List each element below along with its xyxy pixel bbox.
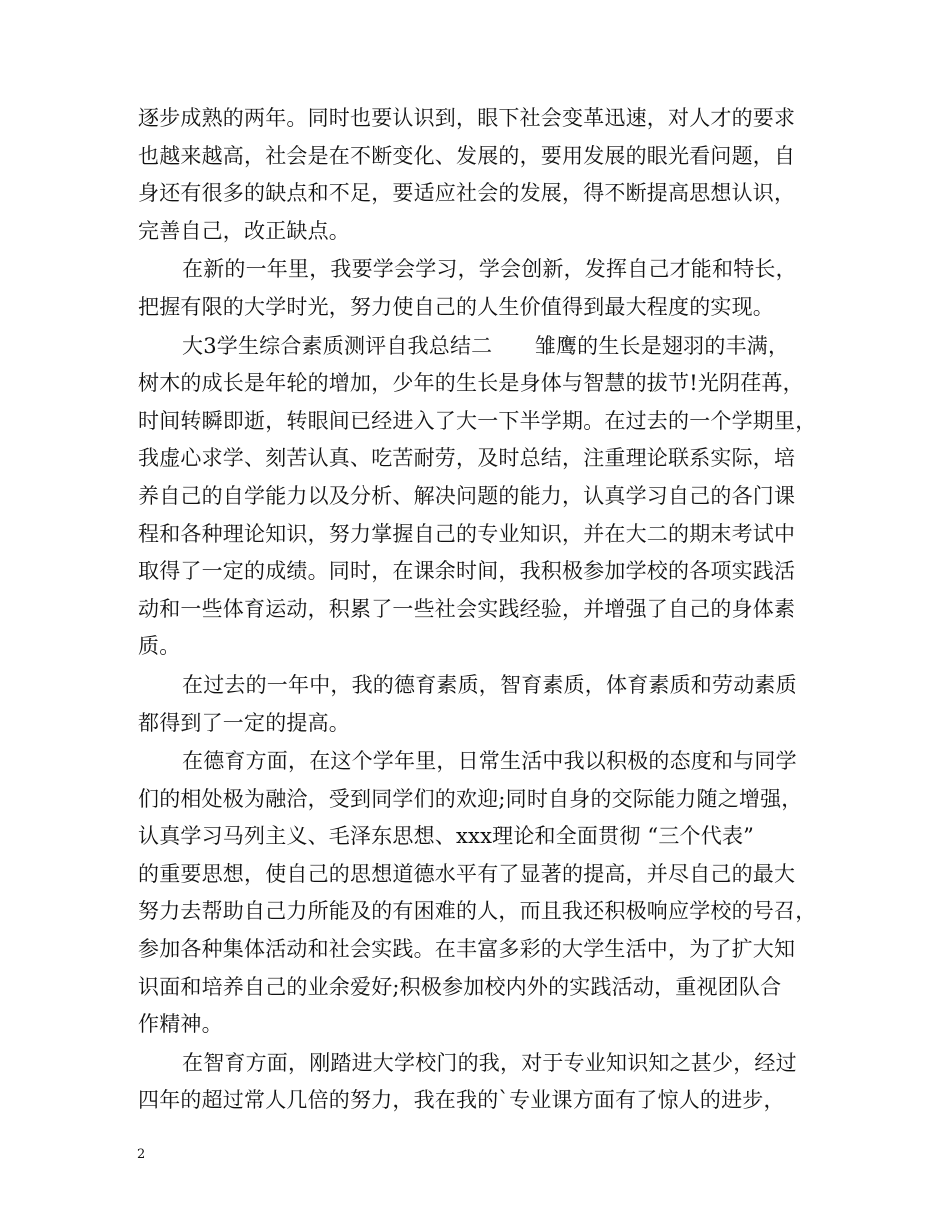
text-line: 养自己的自学能力以及分析、解决问题的能力，认真学习自己的各门课 [138, 483, 796, 508]
text-line: 的重要思想，使自己的思想道德水平有了显著的提高，并尽自己的最大 [138, 861, 796, 886]
text-line: 在智育方面，刚踏进大学校门的我，对于专业知识知之甚少，经过 [182, 1050, 797, 1075]
text-line: 努力去帮助自己力所能及的有困难的人，而且我还积极响应学校的号召， [138, 899, 817, 924]
text-line: 在德育方面，在这个学年里，日常生活中我以积极的态度和与同学 [182, 749, 797, 774]
text-line: 作精神。 [138, 1012, 223, 1037]
paragraph-intellectual-education [138, 1045, 818, 1120]
text-line: 质。 [138, 634, 181, 659]
text-line: 程和各种理论知识，努力掌握自己的专业知识，并在大二的期末考试中 [138, 521, 796, 546]
paragraph-summary-two [138, 328, 818, 666]
text-line: 认真学习马列主义、毛泽东思想、xxx理论和全面贯彻 “三个代表” [138, 824, 755, 849]
paragraph-continuation [138, 100, 818, 250]
text-line: 参加各种集体活动和社会实践。在丰富多彩的大学生活中，为了扩大知 [138, 937, 796, 962]
paragraph-moral-education [138, 743, 818, 1044]
text-line: 时间转瞬即逝，转眼间已经进入了大一下半学期。在过去的一个学期里， [138, 408, 817, 433]
text-line: 取得了一定的成绩。同时，在课余时间，我积极参加学校的各项实践活 [138, 559, 796, 584]
document-body [138, 100, 818, 1121]
text-line: 逐步成熟的两年。同时也要认识到，眼下社会变革迅速，对人才的要求 [138, 106, 796, 130]
text-line: 也越来越高，社会是在不断变化、发展的，要用发展的眼光看问题，自 [138, 143, 796, 168]
text-line: 在新的一年里，我要学会学习，学会创新，发挥自己才能和特长， [182, 257, 797, 282]
text-line: 完善自己，改正缺点。 [138, 218, 350, 243]
paragraph-past-year [138, 667, 818, 742]
paragraph-new-year [138, 251, 818, 326]
text-line: 四年的超过常人几倍的努力，我在我的`专业课方面有了惊人的进步， [138, 1088, 785, 1113]
text-line: 身还有很多的缺点和不足，要适应社会的发展，得不断提高思想认识， [138, 181, 796, 206]
text-line: 大3学生综合素质测评自我总结二 雏鹰的生长是翅羽的丰满， [182, 333, 790, 358]
text-line: 把握有限的大学时光，努力使自己的人生价值得到最大程度的实现。 [138, 294, 774, 319]
text-line: 识面和培养自己的业余爱好;积极参加校内外的实践活动，重视团队合 [138, 974, 782, 999]
text-line: 在过去的一年中，我的德育素质，智育素质，体育素质和劳动素质 [182, 672, 797, 697]
text-line: 都得到了一定的提高。 [138, 710, 350, 735]
page-number: 2 [137, 1147, 146, 1162]
text-line: 我虚心求学、刻苦认真、吃苦耐劳，及时总结，注重理论联系实际，培 [138, 446, 796, 471]
text-line: 动和一些体育运动，积累了一些社会实践经验，并增强了自己的身体素 [138, 596, 796, 621]
text-line: 树木的成长是年轮的增加，少年的生长是身体与智慧的拔节!光阴荏苒， [138, 371, 804, 396]
text-line: 们的相处极为融洽，受到同学们的欢迎;同时自身的交际能力随之增强， [138, 786, 803, 811]
